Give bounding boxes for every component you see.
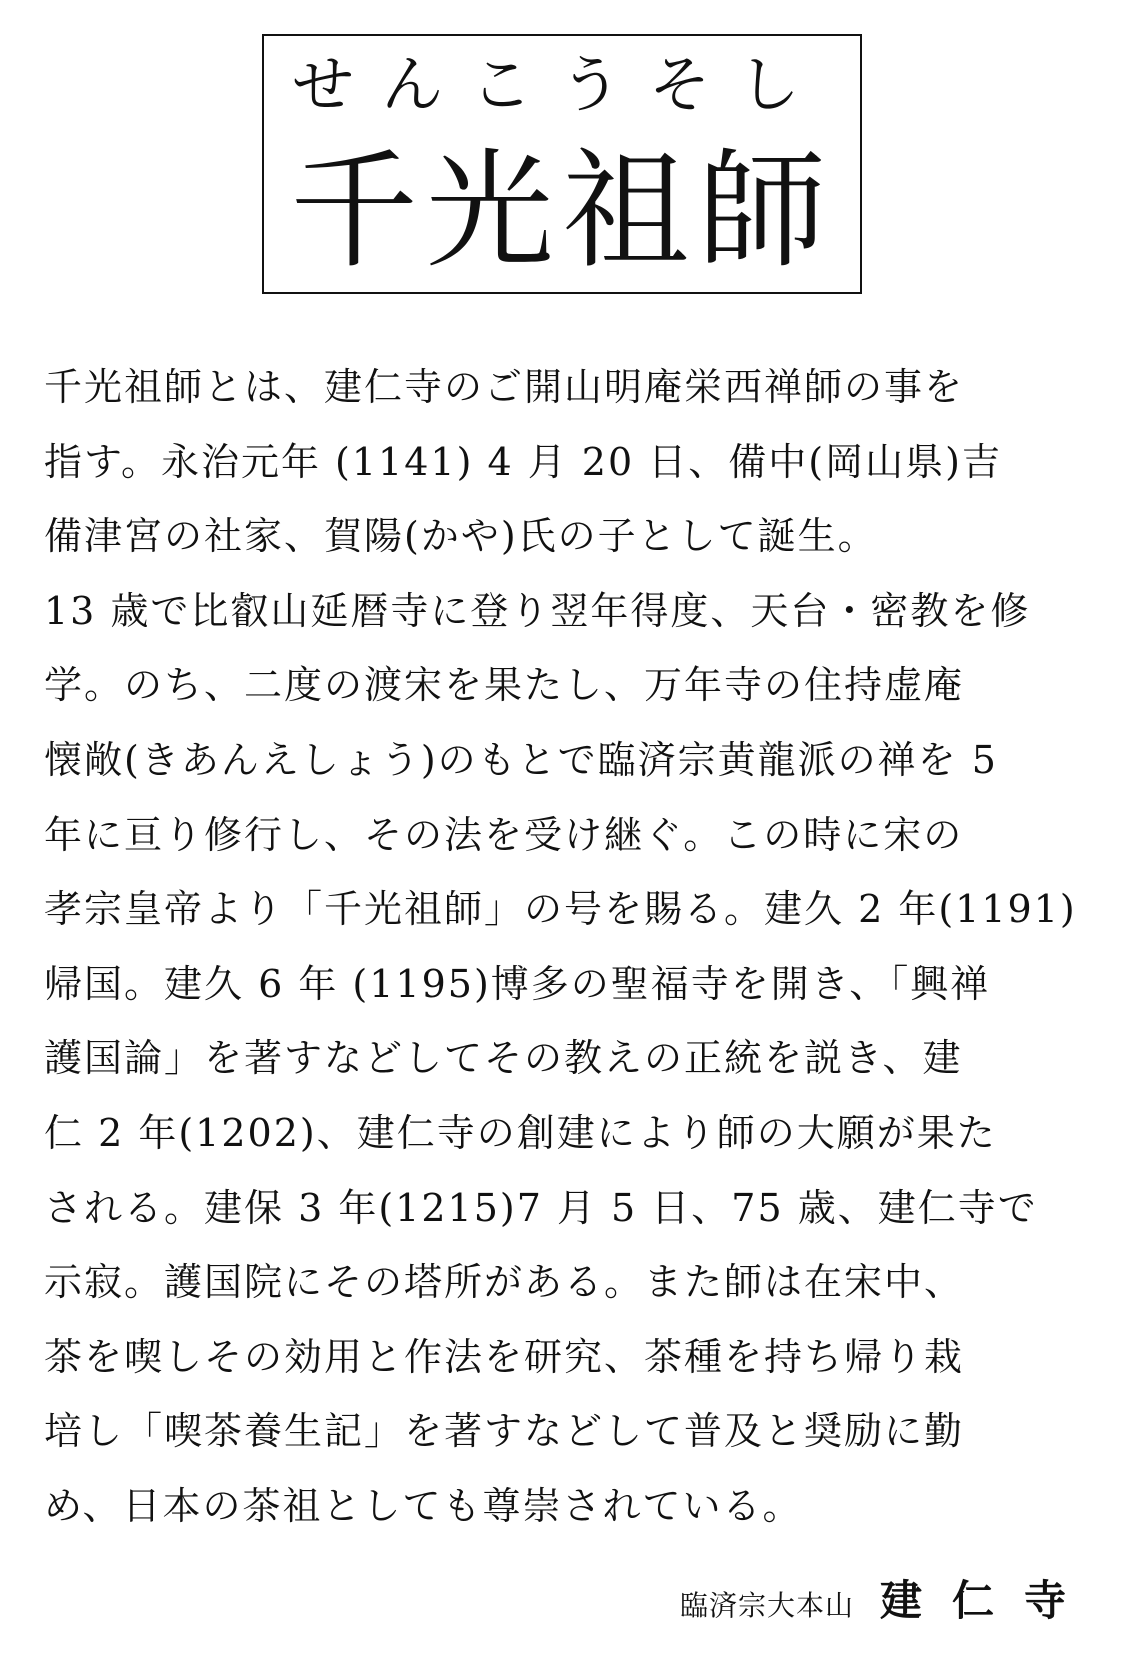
title-reading [264, 48, 860, 121]
title-reading-char: こ [470, 48, 533, 121]
body-line: 仁 2 年(1202)、建仁寺の創建により師の大願が果た [44, 1110, 997, 1155]
body-line: 年に亘り修行し、その法を受け継ぐ。この時に宋の [44, 812, 964, 857]
title-reading-char: せ [292, 48, 355, 121]
body-line: 13 歳で比叡山延暦寺に登り翌年得度、天台・密教を修 [44, 588, 1031, 633]
body-line: め、日本の茶祖としても尊崇されている。 [44, 1483, 803, 1528]
body-line: 培し「喫茶養生記」を著すなどして普及と奨励に勤 [44, 1409, 965, 1454]
body-line: 備津宮の社家、賀陽(かや)氏の子として誕生。 [44, 514, 878, 559]
sect-name: 臨済宗大本山 [679, 1589, 854, 1622]
body-line: 孝宗皇帝より「千光祖師」の号を賜る。建久 2 年(1191) [44, 887, 1077, 932]
body-line: 護国論」を著すなどしてその教えの正統を説き、建 [44, 1036, 963, 1081]
body-line: 帰国。建久 6 年 (1195)博多の聖福寺を開き、「興禅 [44, 961, 991, 1006]
body-line: 千光祖師とは、建仁寺のご開山明庵栄西禅師の事を [44, 365, 965, 409]
title-reading-char: そ [648, 48, 711, 121]
body-line: 指す。永治元年 (1141) 4 月 20 日、備中(岡山県)吉 [44, 439, 1002, 484]
page-title: 千光祖師 [289, 137, 834, 286]
body-line: される。建保 3 年(1215)7 月 5 日、75 歳、建仁寺で [44, 1185, 1038, 1230]
body-line: 茶を喫しその効用と作法を研究、茶種を持ち帰り栽 [44, 1334, 965, 1379]
temple-name: 建仁寺 [879, 1576, 1096, 1625]
title-reading-char: う [559, 48, 622, 121]
title-reading-char: ん [381, 48, 444, 121]
body-line: 懐敞(きあんえしょう)のもとで臨済宗黄龍派の禅を 5 [44, 737, 998, 782]
body-line: 学。のち、二度の渡宋を果たし、万年寺の住持虚庵 [44, 663, 965, 708]
body-text [44, 350, 1100, 1544]
title-reading-char: し [737, 48, 800, 121]
body-line: 示寂。護国院にその塔所がある。また師は在宋中、 [44, 1260, 965, 1305]
signature [680, 1568, 1096, 1628]
title-box [262, 34, 862, 294]
